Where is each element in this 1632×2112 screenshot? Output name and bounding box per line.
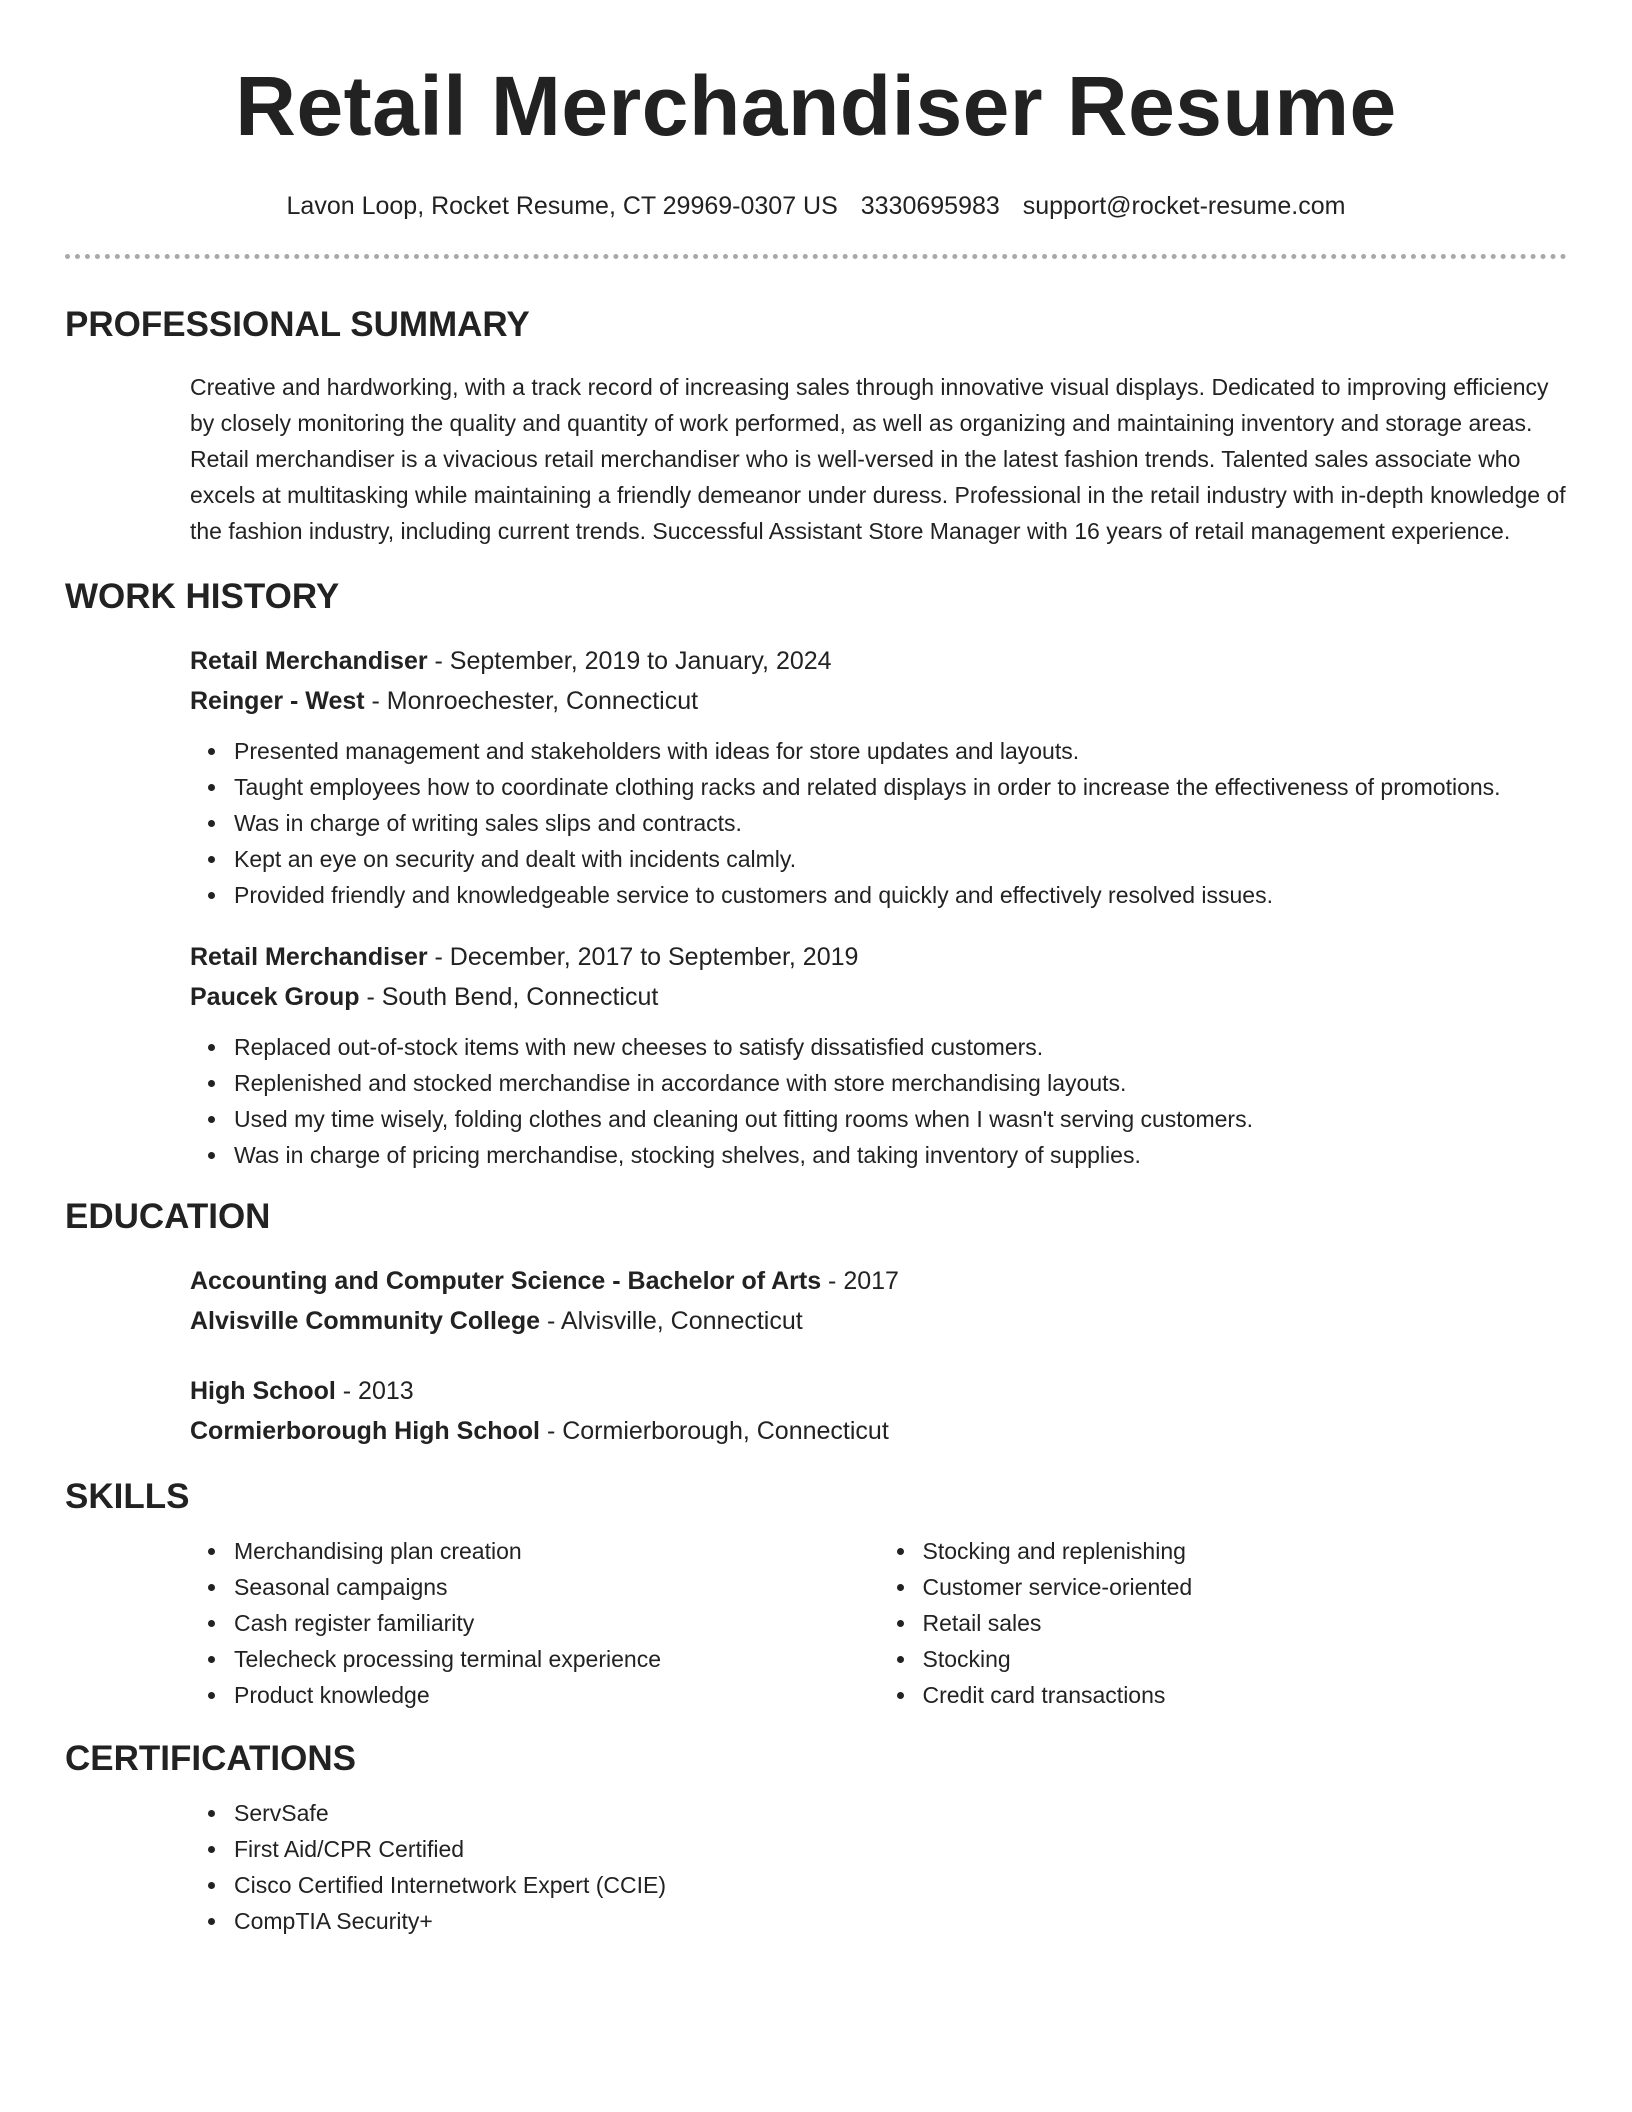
job-location: - Monroechester, Connecticut [364, 687, 699, 715]
certifications-section [190, 1795, 1567, 1939]
list-item: Telecheck processing terminal experience [234, 1641, 879, 1677]
list-item: Kept an eye on security and dealt with incidents calmly. [234, 841, 1567, 877]
job-title: Retail Merchandiser [190, 943, 428, 971]
list-item: Product knowledge [234, 1677, 879, 1713]
list-item: Was in charge of writing sales slips and contracts. [234, 805, 1567, 841]
education-entry [190, 1261, 1567, 1341]
contact-line [65, 190, 1567, 222]
list-item: Stocking and replenishing [923, 1533, 1568, 1569]
contact-email: support@rocket-resume.com [1022, 192, 1346, 220]
list-item: Replaced out-of-stock items with new cheeses to satisfy dissatisfied customers. [234, 1029, 1567, 1065]
school-line [190, 1411, 1567, 1451]
contact-address: Lavon Loop, Rocket Resume, CT 29969-0307 US [286, 192, 838, 220]
job-title-line [190, 937, 1567, 977]
job-entry [190, 937, 1567, 1173]
school-name: Cormierborough High School [190, 1417, 540, 1445]
degree: High School [190, 1377, 336, 1405]
list-item: Presented management and stakeholders with ideas for store updates and layouts. [234, 733, 1567, 769]
list-item: Stocking [923, 1641, 1568, 1677]
degree-line [190, 1261, 1567, 1301]
skills-list-left [190, 1533, 879, 1713]
job-dates: - December, 2017 to September, 2019 [427, 943, 859, 971]
list-item: Credit card transactions [923, 1677, 1568, 1713]
list-item: Customer service-oriented [923, 1569, 1568, 1605]
job-entry [190, 641, 1567, 913]
list-item: Merchandising plan creation [234, 1533, 879, 1569]
job-bullets [190, 733, 1567, 913]
job-company-line [190, 681, 1567, 721]
list-item: Cisco Certified Internetwork Expert (CCIE) [234, 1867, 1567, 1903]
list-item: Used my time wisely, folding clothes and cleaning out fitting rooms when I wasn't serving customers. [234, 1101, 1567, 1137]
skills-columns [190, 1533, 1567, 1713]
work-history-section [190, 641, 1567, 1173]
contact-phone: 3330695983 [860, 192, 1000, 220]
list-item: Retail sales [923, 1605, 1568, 1641]
skills-list-right [879, 1533, 1568, 1713]
school-line [190, 1301, 1567, 1341]
skills-section [190, 1533, 1567, 1713]
job-location: - South Bend, Connecticut [359, 983, 659, 1011]
list-item: Was in charge of pricing merchandise, stocking shelves, and taking inventory of supplies. [234, 1137, 1567, 1173]
list-item: CompTIA Security+ [234, 1903, 1567, 1939]
job-company-line [190, 977, 1567, 1017]
resume-title: Retail Merchandiser Resume [235, 59, 1397, 153]
school-name: Alvisville Community College [190, 1307, 541, 1335]
work-history-heading: WORK HISTORY [65, 577, 340, 616]
job-company: Paucek Group [190, 983, 360, 1011]
list-item: ServSafe [234, 1795, 1567, 1831]
graduation-year: - 2017 [821, 1267, 899, 1295]
job-dates: - September, 2019 to January, 2024 [427, 647, 832, 675]
education-section [190, 1261, 1567, 1451]
summary-heading: PROFESSIONAL SUMMARY [65, 305, 530, 344]
list-item: Cash register familiarity [234, 1605, 879, 1641]
degree: Accounting and Computer Science - Bachelor of Arts [190, 1267, 822, 1295]
education-heading: EDUCATION [65, 1197, 271, 1236]
list-item: Taught employees how to coordinate clothing racks and related displays in order to increase the effectiveness of promotions. [234, 769, 1567, 805]
job-company: Reinger - West [190, 687, 365, 715]
job-bullets [190, 1029, 1567, 1173]
list-item: Provided friendly and knowledgeable service to customers and quickly and effectively resolved issues. [234, 877, 1567, 913]
header-divider [65, 254, 1567, 259]
skills-heading: SKILLS [65, 1477, 190, 1516]
certifications-list [190, 1795, 1567, 1939]
list-item: First Aid/CPR Certified [234, 1831, 1567, 1867]
list-item: Replenished and stocked merchandise in accordance with store merchandising layouts. [234, 1065, 1567, 1101]
degree-line [190, 1371, 1567, 1411]
list-item: Seasonal campaigns [234, 1569, 879, 1605]
summary-text: Creative and hardworking, with a track record of increasing sales through innovative visual displays. Dedicated to improving efficiency by closely monitoring the quality and quantity of work performed, as well as organizing and maintaining inventory and storage areas. Retail merchandiser is a vivacious retail merchandiser who is well-versed in the latest fashion trends. Talented sales associate who excels at multitasking while maintaining a friendly demeanor under duress. Professional in the retail industry with in-depth knowledge of the fashion industry, including current trends. Successful Assistant Store Manager with 16 years of retail management experience. [190, 374, 1566, 544]
summary-section [190, 369, 1567, 549]
job-title-line [190, 641, 1567, 681]
certifications-heading: CERTIFICATIONS [65, 1739, 357, 1778]
job-title: Retail Merchandiser [190, 647, 428, 675]
education-entry [190, 1371, 1567, 1451]
graduation-year: - 2013 [335, 1377, 414, 1405]
school-location: - Alvisville, Connecticut [540, 1307, 803, 1335]
school-location: - Cormierborough, Connecticut [540, 1417, 889, 1445]
